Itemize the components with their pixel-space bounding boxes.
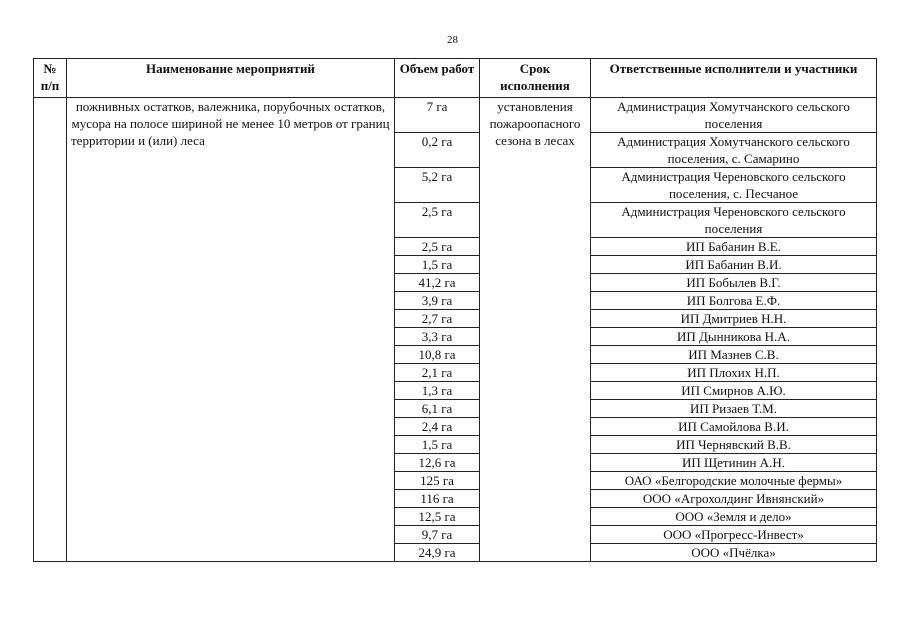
responsible-cell: ИП Щетинин А.Н. (591, 454, 877, 472)
volume-cell: 9,7 га (395, 526, 480, 544)
responsible-cell: ИП Ризаев Т.М. (591, 400, 877, 418)
responsible-cell: ИП Бобылев В.Г. (591, 274, 877, 292)
table-row (34, 98, 877, 133)
header-num: № п/п (34, 59, 67, 98)
row-number-cell (34, 98, 67, 562)
volume-cell: 2,5 га (395, 238, 480, 256)
volume-cell: 5,2 га (395, 168, 480, 203)
header-term: Срок исполнения (480, 59, 591, 98)
header-responsible: Ответственные исполнители и участники (591, 59, 877, 98)
responsible-cell: ИП Дынникова Н.А. (591, 328, 877, 346)
measures-table (33, 58, 877, 562)
volume-cell: 24,9 га (395, 544, 480, 562)
responsible-cell: ИП Дмитриев Н.Н. (591, 310, 877, 328)
responsible-cell: ООО «Агрохолдинг Ивнянский» (591, 490, 877, 508)
volume-cell: 1,3 га (395, 382, 480, 400)
volume-cell: 0,2 га (395, 133, 480, 168)
responsible-cell: ООО «Прогресс-Инвест» (591, 526, 877, 544)
responsible-cell: ОАО «Белгородские молочные фермы» (591, 472, 877, 490)
measure-description: пожнивных остатков, валежника, порубочных остатков, мусора на полосе шириной не менее 10 метров от границ территории и (или) леса (67, 98, 395, 562)
volume-cell: 3,3 га (395, 328, 480, 346)
responsible-cell: ИП Смирнов А.Ю. (591, 382, 877, 400)
responsible-cell: ИП Чернявский В.В. (591, 436, 877, 454)
volume-cell: 2,5 га (395, 203, 480, 238)
volume-cell: 12,5 га (395, 508, 480, 526)
volume-cell: 2,1 га (395, 364, 480, 382)
volume-cell: 2,7 га (395, 310, 480, 328)
responsible-cell: ООО «Земля и дело» (591, 508, 877, 526)
table-header-row (34, 59, 877, 98)
responsible-cell: Администрация Хомутчанского сельского поселения, с. Самарино (591, 133, 877, 168)
header-name: Наименование мероприятий (67, 59, 395, 98)
volume-cell: 1,5 га (395, 436, 480, 454)
volume-cell: 2,4 га (395, 418, 480, 436)
volume-cell: 6,1 га (395, 400, 480, 418)
term-cell: установления пожароопасного сезона в лесах (480, 98, 591, 562)
responsible-cell: ИП Самойлова В.И. (591, 418, 877, 436)
header-volume: Объем работ (395, 59, 480, 98)
volume-cell: 7 га (395, 98, 480, 133)
responsible-cell: Администрация Череновского сельского поселения (591, 203, 877, 238)
responsible-cell: Администрация Хомутчанского сельского поселения (591, 98, 877, 133)
volume-cell: 1,5 га (395, 256, 480, 274)
volume-cell: 125 га (395, 472, 480, 490)
responsible-cell: ИП Бабанин В.И. (591, 256, 877, 274)
table-body (34, 98, 877, 562)
responsible-cell: ИП Мазнев С.В. (591, 346, 877, 364)
responsible-cell: ИП Бабанин В.Е. (591, 238, 877, 256)
volume-cell: 3,9 га (395, 292, 480, 310)
volume-cell: 10,8 га (395, 346, 480, 364)
responsible-cell: ИП Болгова Е.Ф. (591, 292, 877, 310)
page-number: 28 (447, 34, 458, 46)
volume-cell: 116 га (395, 490, 480, 508)
responsible-cell: ООО «Пчёлка» (591, 544, 877, 562)
responsible-cell: ИП Плохих Н.П. (591, 364, 877, 382)
volume-cell: 41,2 га (395, 274, 480, 292)
responsible-cell: Администрация Череновского сельского поселения, с. Песчаное (591, 168, 877, 203)
volume-cell: 12,6 га (395, 454, 480, 472)
